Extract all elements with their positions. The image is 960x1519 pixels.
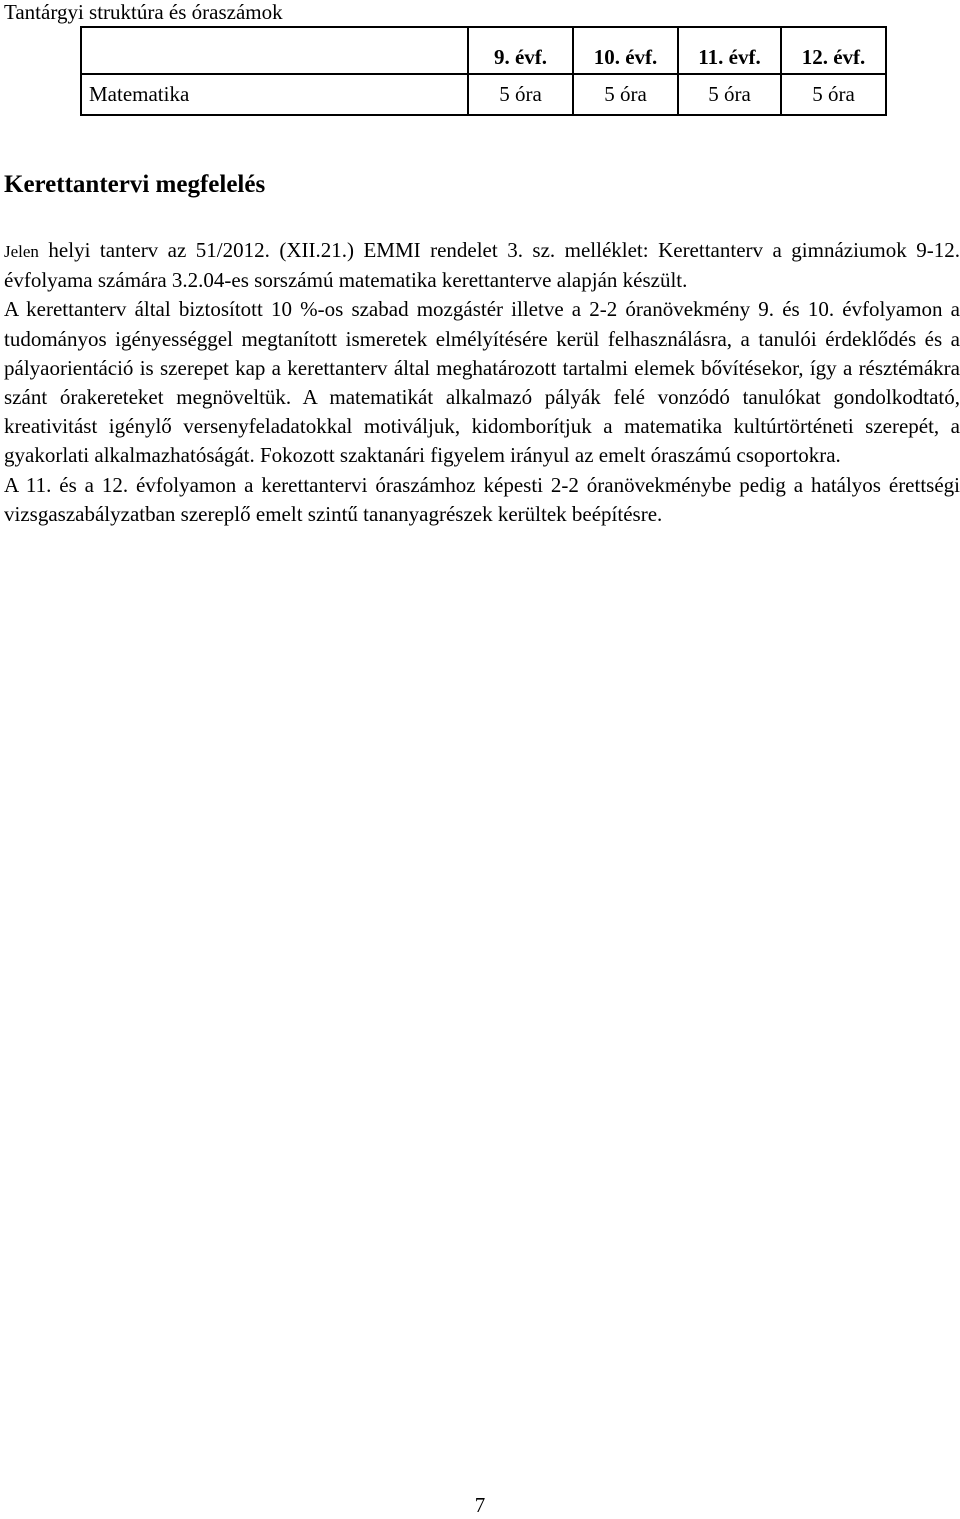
header-cell-grade-11: 11. évf. bbox=[678, 27, 781, 74]
header-cell-empty bbox=[81, 27, 468, 74]
body-text bbox=[4, 236, 960, 529]
subject-cell: Matematika bbox=[81, 74, 468, 115]
paragraph-1 bbox=[4, 236, 960, 295]
header-cell-grade-10: 10. évf. bbox=[573, 27, 678, 74]
page-number: 7 bbox=[474, 1493, 486, 1517]
table-header-row bbox=[81, 27, 886, 74]
section-heading: Kerettantervi megfelelés bbox=[4, 171, 266, 198]
section-label: Tantárgyi struktúra és óraszámok bbox=[4, 0, 283, 24]
paragraph-1-lead: Jelen bbox=[4, 242, 39, 261]
hours-cell-grade-9: 5 óra bbox=[468, 74, 573, 115]
paragraph-3: A 11. és a 12. évfolyamon a kerettantervi óraszámhoz képesti 2-2 óranövekménybe pedig a hatályos érettségi vizsgaszabályzatban szereplő emelt szintű tananyagrészek kerültek beépítésre. bbox=[4, 472, 960, 526]
hours-cell-grade-12: 5 óra bbox=[781, 74, 886, 115]
hours-cell-grade-10: 5 óra bbox=[573, 74, 678, 115]
paragraph-2: A kerettanterv által biztosított 10 %-os szabad mozgástér illetve a 2-2 óranövekmény 9. és 10. évfolyamon a tudományos igényességgel megtanított ismeretek elmélyítésére kerül felhasználásra, a tanulói érdeklődés és a pályaorientáció is szerepet kap a kerettanterv által meghatározott tartalmi elemek bővítésekor, így a résztémákra szánt órakereteket megnöveltük. A matematikát alkalmazó pályák felé vonzódó tanulókat gondolkodtató, kreativitást igénylő versenyfeladatokkal motiváljuk, kidomborítjuk a matematika kultúrtörténeti szerepét, a gyakorlati alkalmazhatóságát. Fokozott szaktanári figyelem irányul az emelt óraszámú csoportokra. bbox=[4, 297, 960, 468]
hours-cell-grade-11: 5 óra bbox=[678, 74, 781, 115]
hours-table bbox=[80, 26, 887, 116]
paragraph-1-rest: helyi tanterv az 51/2012. (XII.21.) EMMI rendelet 3. sz. melléklet: Kerettanterv a gimnáziumok 9-12. évfolyama számára 3.2.04-es sorszámú matematika kerettanterve alapján készült. bbox=[4, 238, 960, 293]
header-cell-grade-9: 9. évf. bbox=[468, 27, 573, 74]
table-row bbox=[81, 74, 886, 115]
header-cell-grade-12: 12. évf. bbox=[781, 27, 886, 74]
